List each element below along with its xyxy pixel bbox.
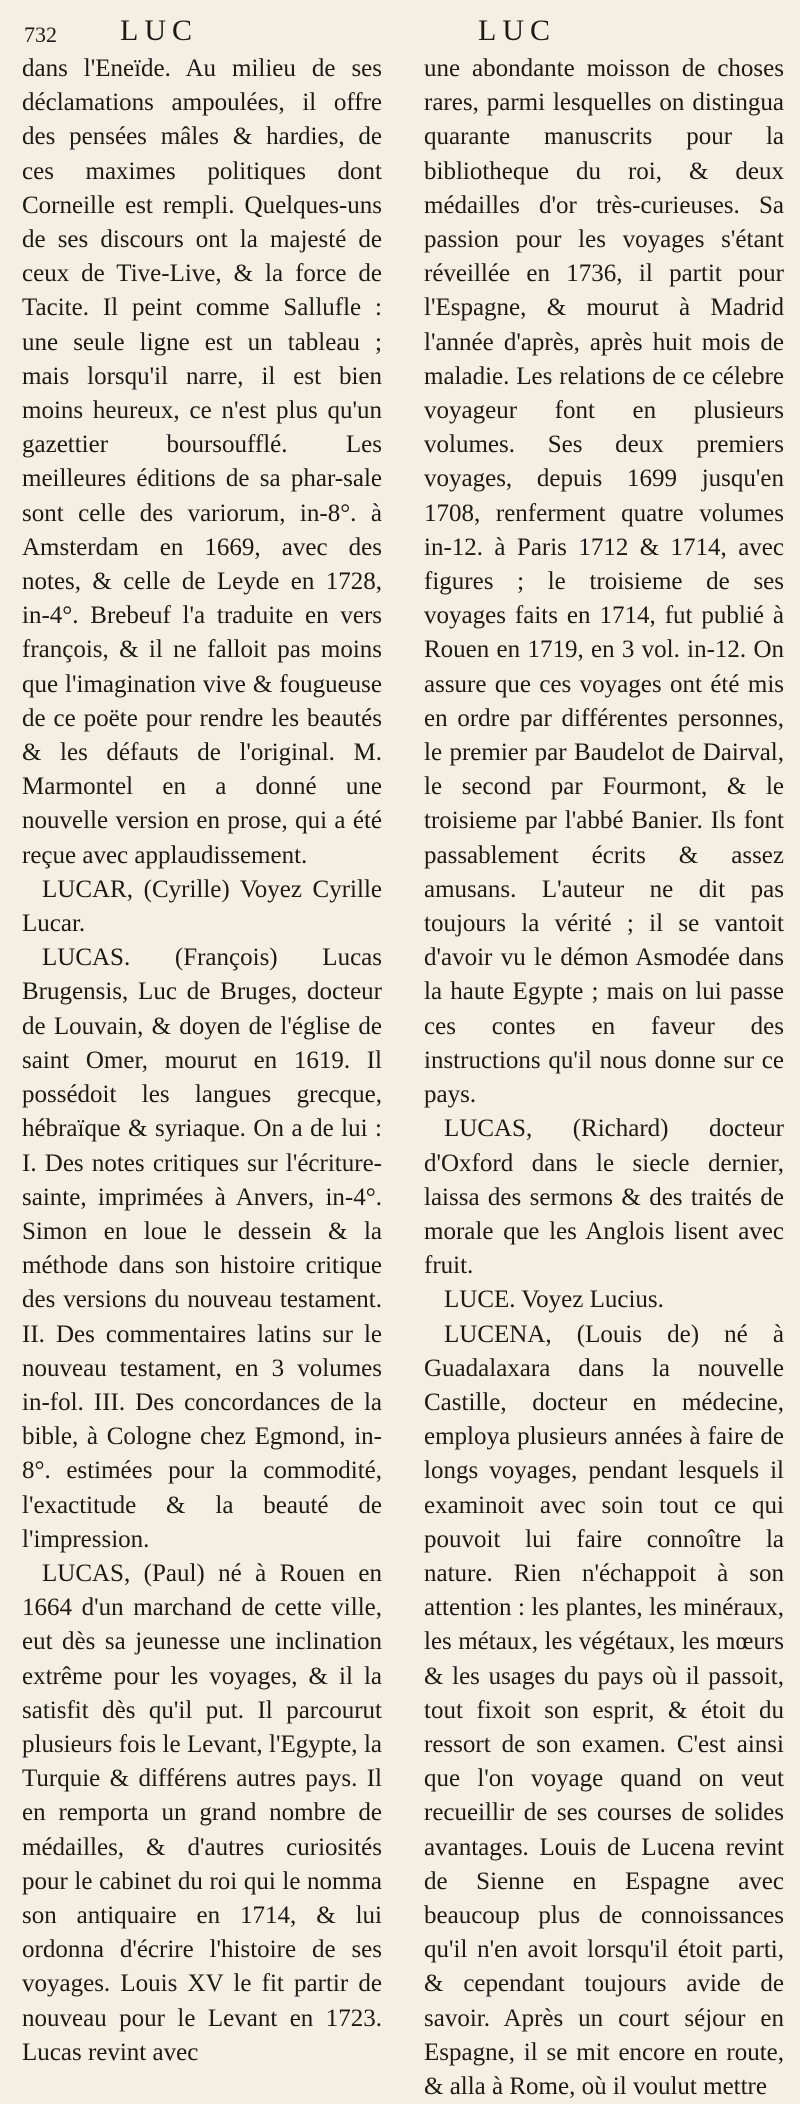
entry-lucas-paul-continuation: une abondante moisson de choses rares, parmi lesquelles on distingua quarante manuscrits pour la bibliotheque du roi, & deux médailles d'or très-curieuses. Sa passion pour les voyages s'étant réveillée en 1736, il partit pour l'Espagne, & mourut à Madrid l'année d'après, après huit mois de maladie. Les relations de ce célebre voyageur font en plusieurs volumes. Ses deux premiers voyages, depuis 1699 jusqu'en 1708, renferment quatre volumes in-12. à Paris 1712 & 1714, avec figures ; le troisieme de ses voyages faits en 1714, fut publié à Rouen en 1719, en 3 vol. in-12. On assure que ces voyages ont été mis en ordre par différentes personnes, le premier par Baudelot de Dairval, le second par Fourmont, & le troisieme par l'abbé Banier. Ils font passablement écrits & assez amusans. L'auteur ne dit pas toujours la vérité ; il se vantoit d'avoir vu le démon Asmodée dans la haute Egypte ; mais on lui passe ces contes en faveur des instructions qu'il nous donne sur ce pays. [424, 55, 784, 1109]
right-column [424, 52, 784, 2104]
entry-lucar: LUCAR, (Cyrille) Voyez Cyrille Lucar. [22, 875, 382, 938]
entry-luce: LUCE. Voyez Lucius. [444, 1286, 664, 1314]
entry-lucas-francois: LUCAS. (François) Lucas Brugensis, Luc de Bruges, docteur de Louvain, & doyen de l'église de saint Omer, mourut en 1619. Il possédoit les langues grecque, hébraïque & syriaque. On a de lui : I. Des notes critiques sur l'écriture-sainte, imprimées à Anvers, in-4°. Simon en loue le dessein & la méthode dans son histoire critique des versions du nouveau testament. II. Des commentaires latins sur le nouveau testament, en 3 volumes in-fol. III. Des concordances de la bible, à Cologne chez Egmond, in-8°. estimées pour la commodité, l'exactitude & la beauté de l'impression. [22, 944, 382, 1553]
running-head-left: LUC [120, 14, 198, 47]
entry-lucena: LUCENA, (Louis de) né à Guadalaxara dans la nouvelle Castille, docteur en médecine, employa plusieurs années à faire de longs voyages, pendant lesquels il examinoit avec soin tout ce qui pouvoit lui faire connoître la nature. Rien n'échappoit à son attention : les plantes, les minéraux, les métaux, les végétaux, les mœurs & les usages du pays où il passoit, tout fixoit son esprit, & étoit du ressort de son examen. C'est ainsi que l'on voyage quand on veut recueillir de ses courses de solides avantages. Louis de Lucena revint de Sienne en Espagne avec beaucoup plus de connoissances qu'il n'en avoit lorsqu'il étoit parti, & cependant toujours avide de savoir. Après un court séjour en Espagne, il se mit encore en route, & alla à Rome, où il voulut mettre [424, 1320, 784, 2100]
entry-lucas-richard: LUCAS, (Richard) docteur d'Oxford dans le siecle dernier, laissa des sermons & des traités de morale que les Anglois lisent avec fruit. [424, 1115, 784, 1280]
left-column [22, 52, 382, 2070]
entry-lucas-paul: LUCAS, (Paul) né à Rouen en 1664 d'un marchand de cette ville, eut dès sa jeunesse une inclination extrême pour les voyages, & il la satisfit dès qu'il put. Il parcourut plusieurs fois le Levant, l'Egypte, la Turquie & différens autres pays. Il en remporta un grand nombre de médailles, & d'autres curiosités pour le cabinet du roi qui le nomma son antiquaire en 1714, & lui ordonna d'écrire l'histoire de ses voyages. Louis XV le fit partir de nouveau pour le Levant en 1723. Lucas revint avec [22, 1559, 382, 2066]
running-head-right: LUC [478, 14, 556, 47]
entry-lucain-continuation: dans l'Eneïde. Au milieu de ses déclamations ampoulées, il offre des pensées mâles & hardies, de ces maximes politiques dont Corneille est rempli. Quelques-uns de ses discours ont la majesté de ceux de Tive-Live, & la force de Tacite. Il peint comme Sallufle : une seule ligne est un tableau ; mais lorsqu'il narre, il est bien moins heureux, ce n'est plus qu'un gazettier boursoufflé. Les meilleures éditions de sa phar-sale sont celle des variorum, in-8°. à Amsterdam en 1669, avec des notes, & celle de Leyde en 1728, in-4°. Brebeuf l'a traduite en vers françois, & il ne falloit pas moins que l'imagination vive & fougueuse de ce poëte pour rendre les beautés & les défauts de l'original. M. Marmontel en a donné une nouvelle version en prose, qui a été reçue avec applaudissement. [22, 55, 382, 869]
page-number: 732 [24, 22, 57, 47]
